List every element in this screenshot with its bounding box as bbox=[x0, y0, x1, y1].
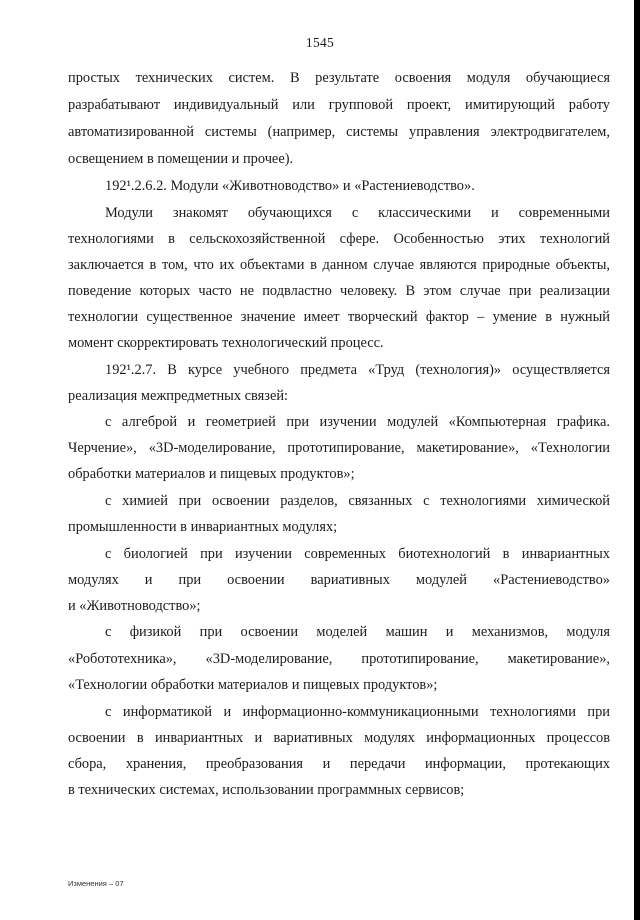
page-number: 1545 bbox=[305, 35, 335, 50]
text-line: обработки материалов и пищевых продуктов»; bbox=[68, 466, 355, 482]
text-line: с физикой при освоении моделей машин и механизмов, модуля bbox=[105, 624, 610, 640]
text-line: сбора, хранения, преобразования и передачи информации, протекающих bbox=[68, 756, 610, 772]
text-line: Модули знакомят обучающихся с классическими и современными bbox=[105, 205, 610, 221]
text-line: Черчение», «3D-моделирование, прототипирование, макетирование», «Технологии bbox=[68, 440, 610, 456]
text-line: разрабатывают индивидуальный или групповой проект, имитирующий работу bbox=[68, 97, 610, 113]
text-line: 192¹.2.7. В курсе учебного предмета «Труд (технология)» осуществляется bbox=[105, 362, 610, 378]
text-line: с алгеброй и геометрией при изучении модулей «Компьютерная графика. bbox=[105, 414, 610, 430]
text-line: освещением в помещении и прочее). bbox=[68, 151, 294, 167]
text-line: технологии существенное значение имеет творческий фактор – умение в нужный bbox=[68, 309, 610, 325]
text-line: промышленности в инвариантных модулях; bbox=[68, 519, 338, 535]
text-line: модулях и при освоении вариативных модулей «Растениеводство» bbox=[68, 572, 610, 588]
text-line: с информатикой и информационно-коммуникационными технологиями при bbox=[105, 704, 610, 720]
text-line: в технических системах, использовании программных сервисов; bbox=[68, 782, 465, 798]
text-line: реализация межпредметных связей: bbox=[68, 388, 289, 404]
text-line: освоении в инвариантных и вариативных модулях информационных процессов bbox=[68, 730, 610, 746]
text-line: с химией при освоении разделов, связанных с технологиями химической bbox=[105, 493, 610, 509]
text-line: автоматизированной системы (например, системы управления электродвигателем, bbox=[68, 124, 610, 140]
text-line: заключается в том, что их объектами в данном случае являются природные объекты, bbox=[68, 257, 610, 273]
scan-edge bbox=[634, 0, 640, 920]
revision-footer: Изменения – 07 bbox=[68, 879, 124, 888]
section-heading: 192¹.2.6.2. Модули «Животноводство» и «Растениеводство». bbox=[105, 178, 475, 194]
text-line: «Робототехника», «3D-моделирование, прототипирование, макетирование», bbox=[68, 651, 610, 667]
text-line: «Технологии обработки материалов и пищевых продуктов»; bbox=[68, 677, 438, 693]
text-line: с биологией при изучении современных биотехнологий в инвариантных bbox=[105, 546, 610, 562]
text-line: технологиями в сельскохозяйственной сфере. Особенностью этих технологий bbox=[68, 231, 610, 247]
text-line: простых технических систем. В результате освоения модуля обучающиеся bbox=[68, 70, 610, 86]
text-line: и «Животноводство»; bbox=[68, 598, 201, 614]
text-line: момент скорректировать технологический процесс. bbox=[68, 335, 384, 351]
text-line: поведение которых часто не подвластно человеку. В этом случае при реализации bbox=[68, 283, 610, 299]
